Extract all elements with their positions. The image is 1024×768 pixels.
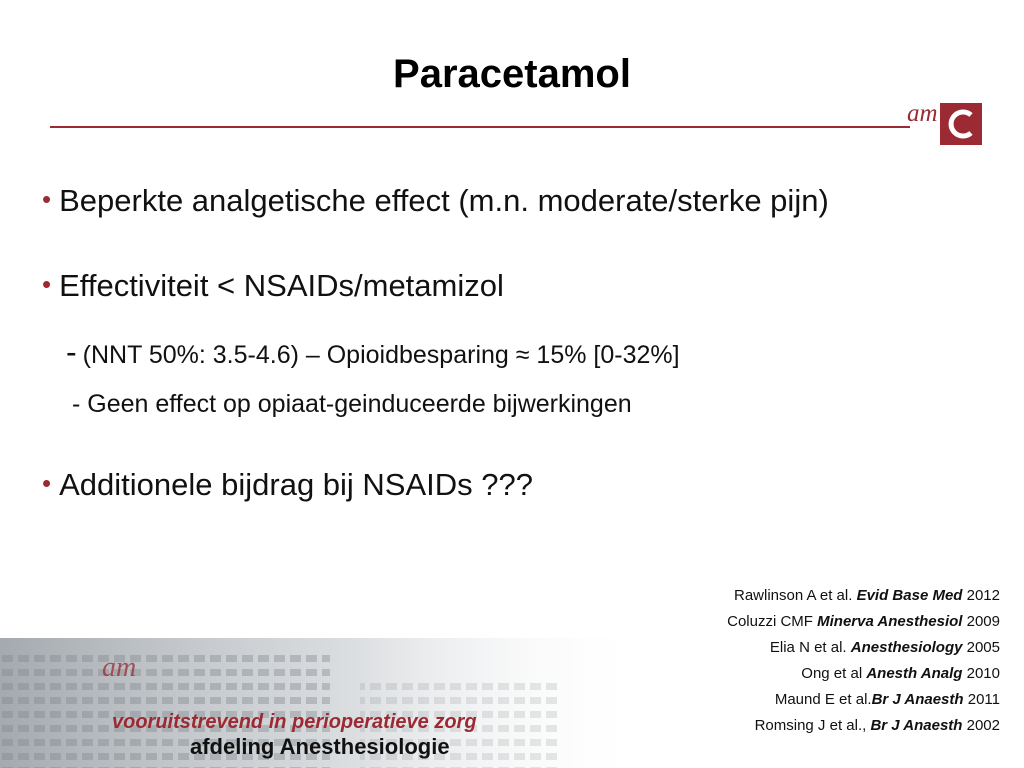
bullet-dot-icon: •	[42, 269, 52, 299]
bullet-1	[42, 183, 829, 219]
footer-logo-text: am	[102, 652, 137, 683]
references	[727, 583, 1000, 739]
sub-item-2	[72, 390, 632, 419]
amc-logo-text: am	[907, 100, 938, 127]
sub-item-1	[66, 334, 680, 371]
bullet-2	[42, 268, 504, 304]
reference-item: Romsing J et al., Br J Anaesth 2002	[754, 717, 1000, 734]
bullet-dot-icon: •	[42, 468, 52, 498]
sub-item-2-text: Geen effect op opiaat-geinduceerde bijwerkingen	[87, 390, 632, 418]
title-divider	[50, 126, 910, 128]
reference-item: Coluzzi CMF Minerva Anesthesiol 2009	[727, 613, 1000, 630]
bullet-3-text: Additionele bijdrag bij NSAIDs ???	[59, 467, 533, 502]
footer-slogan: vooruitstrevend in perioperatieve zorg	[112, 711, 477, 733]
reference-item: Maund E et al.Br J Anaesth 2011	[774, 691, 1000, 708]
sub-item-2-dash: -	[72, 390, 81, 418]
bullet-3	[42, 467, 533, 503]
reference-item: Ong et al Anesth Analg 2010	[801, 665, 1000, 682]
bullet-dot-icon: •	[42, 184, 52, 214]
footer-department: afdeling Anesthesiologie	[190, 734, 450, 759]
slide-title: Paracetamol	[393, 52, 631, 96]
bullet-2-text: Effectiviteit < NSAIDs/metamizol	[59, 268, 504, 303]
amc-logo-icon	[940, 103, 982, 145]
sub-item-1-dash: -	[66, 334, 77, 370]
bullet-1-text: Beperkte analgetische effect (m.n. moderate/sterke pijn)	[59, 183, 829, 218]
reference-item: Rawlinson A et al. Evid Base Med 2012	[734, 587, 1000, 604]
reference-item: Elia N et al. Anesthesiology 2005	[769, 639, 1000, 656]
sub-item-1-text: (NNT 50%: 3.5-4.6) – Opioidbesparing ≈ 15% [0-32%]	[82, 341, 680, 369]
